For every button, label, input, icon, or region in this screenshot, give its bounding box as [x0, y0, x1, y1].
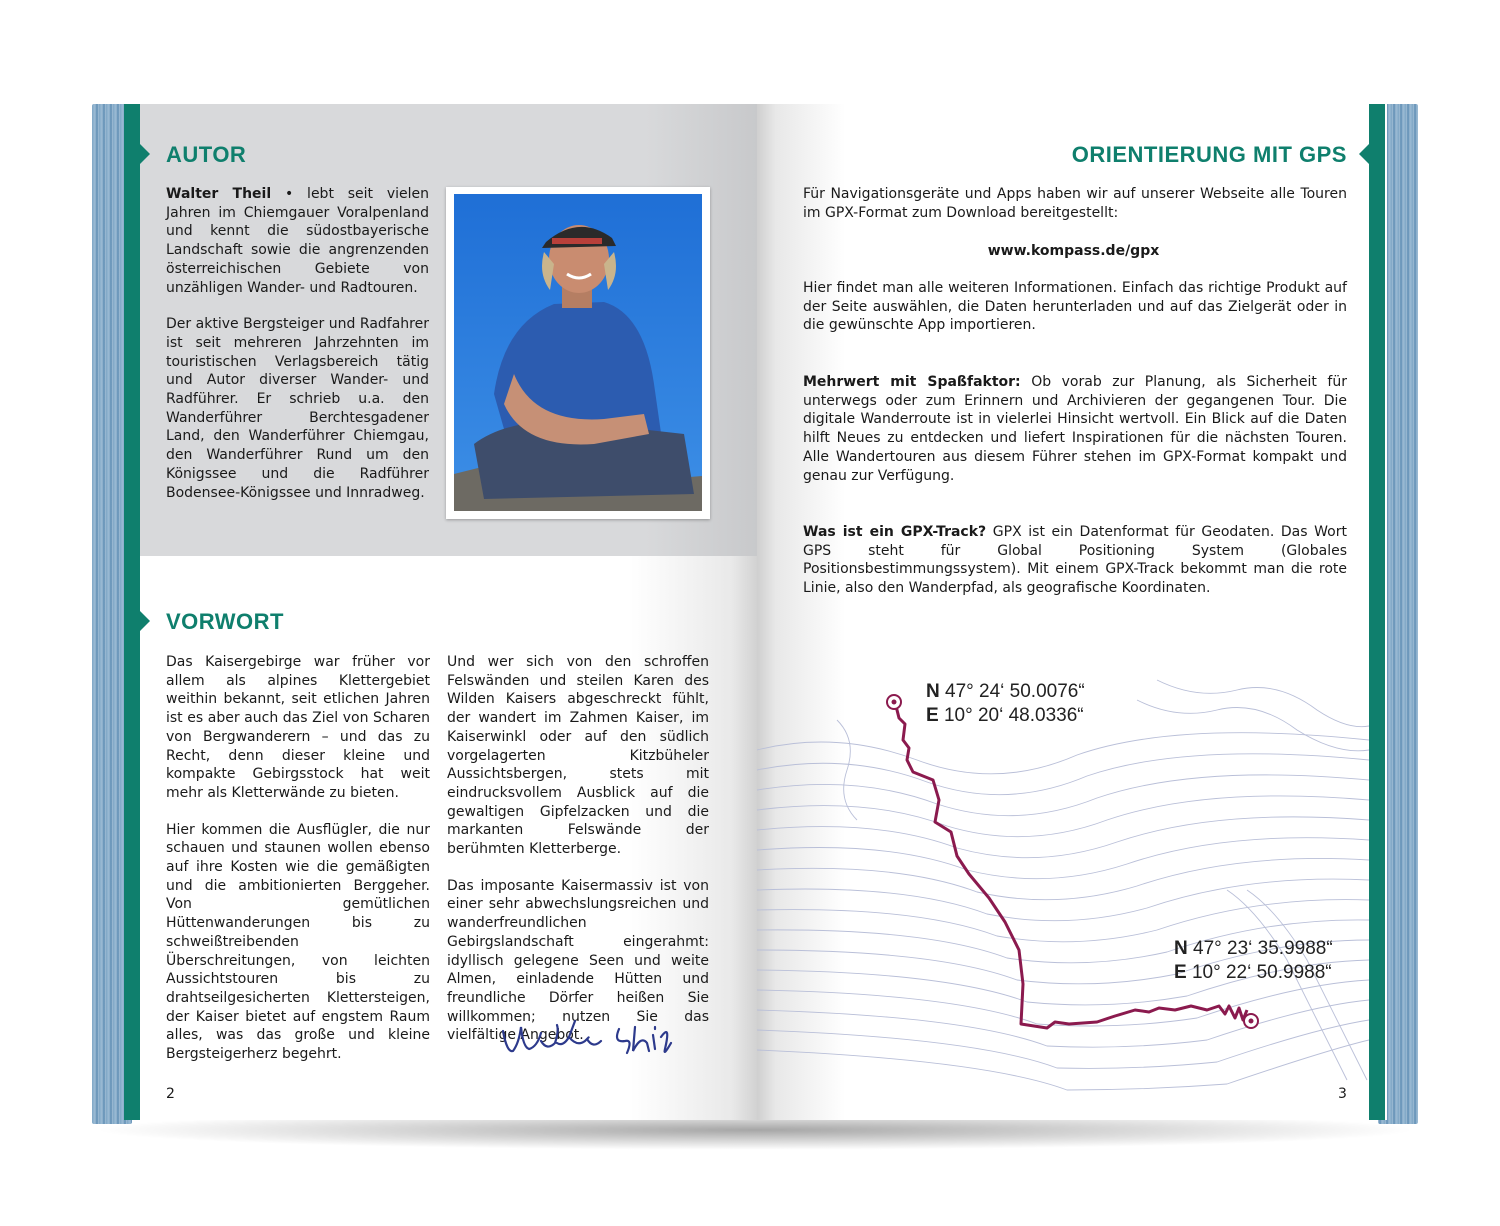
end-lat-value: 47° 23‘ 35.9988“: [1187, 938, 1333, 959]
end-longitude: [1174, 961, 1333, 985]
gps-heading-marker: [1359, 144, 1369, 164]
gps-heading: ORIENTIERUNG MIT GPS: [1071, 142, 1347, 167]
end-marker-icon: [1244, 1014, 1258, 1028]
author-para1-text: lebt seit vielen Jahren im Chiemgauer Voralpenland und kennt die südostbayerische Landschaft sowie die angrenzenden österreichischen Gebiete von unzähligen Wander- und Radtouren.: [166, 186, 430, 296]
author-name: Walter Theil: [166, 186, 272, 202]
foreword-heading-marker: [140, 611, 150, 631]
end-coordinates: [1174, 937, 1333, 985]
start-coordinates: [926, 680, 1085, 728]
end-lat-label: N: [1174, 938, 1188, 959]
author-heading-marker: [140, 144, 150, 164]
gps-paragraph-2: Hier findet man alle weiteren Informationen. Einfach das richtige Produkt auf der Seite auswählen, die Daten herunterladen und auf das Zielgerät oder in die gewünschte App importieren.: [803, 280, 1347, 334]
foreword-col1-paragraph-2: Hier kommen die Ausflügler, die nur schauen und staunen wollen ebenso auf ihre Kosten wie die gemäßigten und die ambitionierten Berggeher. Von gemütlichen Hüttenwanderungen bis zu schweißtreibenden Überschreitungen, von leichten Aussichtstouren bis zu drahtseilgesicherten Klettersteigen, der Kaiser bietet auf engstem Raum alles, was das große und kleine Bergsteigerherz begehrt.: [166, 821, 430, 1063]
page-number-left: 2: [166, 1086, 175, 1102]
author-heading: AUTOR: [166, 142, 247, 167]
foreword-column-2: [447, 653, 709, 1063]
author-signature: [495, 1013, 680, 1063]
gpx-download-link[interactable]: www.kompass.de/gpx: [987, 243, 1160, 259]
author-photo-image: [454, 194, 702, 511]
gps-paragraph-3-lead: Mehrwert mit Spaßfaktor:: [803, 374, 1021, 390]
left-teal-edge: [124, 104, 140, 1120]
gps-paragraph-3: [803, 373, 1347, 485]
start-lon-value: 10° 20‘ 48.0336“: [938, 705, 1084, 726]
gps-paragraph-4: [803, 523, 1347, 598]
author-paragraph-1: [166, 185, 429, 297]
page-number-right: 3: [1338, 1086, 1347, 1102]
gps-paragraph-3-text: Ob vorab zur Planung, als Sicherheit für unterwegs oder zum Erinnern und Archivieren der gegangenen Tour. Die digitale Wanderroute ist in vielerlei Hinsicht wertvoll. Ein Blick auf die Daten hilft Neues zu entdecken und liefert Inspirationen für die nächsten Touren. Alle Wandertouren aus diesem Führer stehen im GPX-Format kompakt und genau zur Verfügung.: [803, 374, 1347, 484]
foreword-column-1: [166, 653, 430, 1082]
right-teal-edge: [1369, 104, 1385, 1120]
start-lat-label: N: [926, 681, 940, 702]
start-lon-label: E: [926, 705, 939, 726]
end-latitude: [1174, 937, 1333, 961]
start-lat-value: 47° 24‘ 50.0076“: [939, 681, 1085, 702]
contour-lines: [757, 680, 1369, 1090]
start-marker-icon: [887, 695, 901, 709]
end-lon-value: 10° 22‘ 50.9988“: [1186, 962, 1332, 983]
foreword-heading: VORWORT: [166, 609, 284, 634]
end-lon-label: E: [1174, 962, 1187, 983]
foreword-col2-paragraph-1: Und wer sich von den schroffen Felswänden und steilen Karen des Wilden Kaisers abgeschreckt fühlt, der wandert im Zahmen Kaiser, im Kaiserwinkl oder auf den südlich vorgelagerten Kitzbüheler Aussichtsbergen, stets mit eindrucksvollem Ausblick auf die gewaltigen Gipfelzacken und die markanten Felswände der berühmten Kletterberge.: [447, 654, 709, 858]
foreword-col1-paragraph-1: Das Kaisergebirge war früher vor allem als alpines Klettergebiet weithin bekannt, seit etlichen Jahren ist es aber auch das Ziel von Scharen von Bergwanderern – und das zu Recht, denn dieser kleine und kompakte Gebirgsstock hat weit mehr als Kletterwände zu bieten.: [166, 654, 430, 801]
author-photo: [446, 187, 710, 519]
author-bullet: •: [284, 186, 294, 202]
gps-intro: Für Navigationsgeräte und Apps haben wir auf unserer Webseite alle Touren im GPX-Format zum Download bereitgestellt:: [803, 186, 1347, 221]
foreword-col2-paragraph-2: Das imposante Kaisermassiv ist von einer sehr abwechslungsreichen und wanderfreundlichen Gebirgslandschaft eingerahmt: idyllisch gelegene Seen und weite Almen, einladende Hütten und freundliche Dörfer heißen Sie willkommen; nutzen Sie das vielfältige Angebot.: [447, 877, 709, 1044]
gps-paragraph-4-text: GPX ist ein Datenformat für Geodaten. Das Wort GPS steht für Global Positioning System (Globales Positionsbestimmungssystem). Mit einem GPX-Track bekommt man die rote Linie, also den Wanderpfad, als geografische Koordinaten.: [803, 524, 1347, 597]
author-text: [166, 185, 429, 520]
author-paragraph-2: Der aktive Bergsteiger und Radfahrer ist seit mehreren Jahrzehnten im touristischen Verlagsbereich tätig und Autor diverser Wander- und Radführer. Er schrieb u.a. den Wanderführer Berchtesgadener Land, den Wanderführer Chiemgau, den Wanderführer Rund um den Königssee und die Radführer Bodensee-Königssee und Innradweg.: [166, 316, 429, 501]
start-latitude: [926, 680, 1085, 704]
start-longitude: [926, 704, 1085, 728]
gps-paragraph-4-lead: Was ist ein GPX-Track?: [803, 524, 987, 540]
